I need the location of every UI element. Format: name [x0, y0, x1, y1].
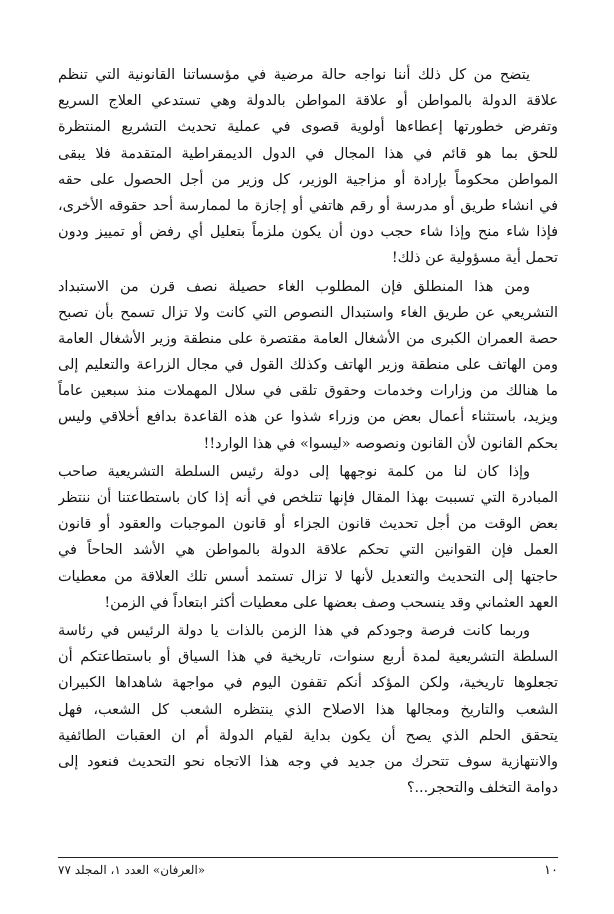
text-line: للحق بما هو قائم في هذا المجال في الدول الديمقراطية المتقدمة فلا يبقى	[58, 145, 558, 162]
text-line: يتضح من كل ذلك أننا نواجه حالة مرضية في مؤسساتنا القانونية التي تنظم	[58, 67, 530, 83]
text-line: التشريعي عن طريق الغاء واستبدال النصوص التي كانت ولا تزال تسمح بأن تصبح	[58, 304, 558, 321]
text-line: ومن هذا المنطلق فإن المطلوب الغاء حصيلة نصف قرن من الاستبداد	[58, 278, 530, 295]
text-line: فإذا شاء منح وإذا شاء حجب دون أن يكون ملزماً بتعليل أي رفض أو تمييز ودون	[58, 224, 558, 241]
page-number: ١٠	[544, 862, 558, 878]
text-line: تجعلوها تاريخية، ولكن المؤكد أنكم تقفون اليوم في مواجهة شاهداها الكبيران	[58, 675, 558, 692]
text-line: حصة العمران الكبرى من الأشغال العامة مقتصرة على منطقة وزير الأشغال العامة	[58, 330, 558, 347]
text-line: وإذا كان لنا من كلمة نوجهها إلى دولة رئيس السلطة التشريعية صاحب	[58, 463, 530, 480]
text-line: بعض الوقت من أجل تحديث قانون الجزاء أو قانون الموجبات والعقود أو قانون	[58, 516, 558, 533]
paragraph-3	[58, 459, 558, 616]
text-line: ويزيد، باستثناء أعمال بعض من وزراء شذوا عن هذه القاعدة بدافع أخلاقي وليس	[58, 409, 558, 426]
text-line: تحمل أية مسؤولية عن ذلك!	[391, 250, 558, 267]
text-line: يتحقق الحلم الذي يصح أن يكون بداية لقيام الدولة أم ان العقبات الطائفية	[58, 727, 558, 744]
text-line: حاجتها إلى التحديث والتعديل لأنها لا تزال تستمد أسس تلك العلاقة من معطيات	[58, 568, 558, 585]
paragraph-1	[58, 62, 558, 272]
paragraph-2	[58, 274, 558, 457]
text-line: الشعب والتاريخ ومجالها هذا الاصلاح الذي ينتظره الشعب كل الشعب، فهل	[58, 701, 558, 718]
text-line: ما هنالك من وزارات وخدمات وحقوق تلقى في سلال المهملات منذ سبعين عاماً	[58, 383, 558, 400]
text-line: دوامة التخلف والتحجر...؟	[406, 780, 558, 797]
text-line: علاقة الدولة بالمواطن أو علاقة المواطن بالدولة وهي تستدعي العلاج السريع	[58, 93, 558, 110]
paragraph-4	[58, 618, 558, 801]
text-line: المواطن محكوماً بإرادة أو مزاجية الوزير، كل وزير من أجل الحصول على حقه	[58, 171, 558, 188]
text-line: في انشاء طريق أو مدرسة أو رقم هاتفي أو إجازة ما لممارسة أحد حقوقه الأخرى،	[58, 197, 558, 214]
text-line: العمل فإن القوانين التي تحكم علاقة الدولة بالمواطن هي الأشد الحاحاً في	[58, 542, 558, 559]
text-line: وربما كانت فرصة وجودكم في هذا الزمن بالذات يا دولة الرئيس في رئاسة	[58, 622, 530, 639]
journal-citation: «العرفان» العدد ١، المجلد ٧٧	[58, 863, 206, 877]
text-line: السلطة التشريعية لمدة أربع سنوات، تاريخية في هذا السياق أو باستطاعتكم أن	[58, 649, 558, 666]
text-line: وتفرض خطورتها إعطاءها أولوية قصوى في عملية تحديث التشريع المنتظرة	[58, 119, 558, 136]
footer-divider	[58, 857, 558, 858]
text-line: والانتهازية سوف تتحرك من جديد في وجه هذا الاتجاه نحو التحديث فنعود إلى	[58, 753, 558, 770]
text-line: العهد العثماني وقد ينسحب وصف بعضها على معطيات أكثر ابتعاداً في الزمن!	[104, 594, 558, 611]
page-footer	[58, 860, 558, 880]
text-line: ومن الهاتف على منطقة وزير الهاتف وكذلك القول في مجال الزراعة والتعليم إلى	[58, 357, 558, 374]
text-line: المبادرة التي تسببت بهذا المقال فإنها تتلخص في أنه إذا كان باستطاعتنا أن ننتظر	[58, 490, 558, 506]
text-line: بحكم القانون لأن القانون ونصوصه «ليسوا» في هذا الوارد!!	[203, 435, 558, 452]
article-body	[58, 62, 558, 876]
